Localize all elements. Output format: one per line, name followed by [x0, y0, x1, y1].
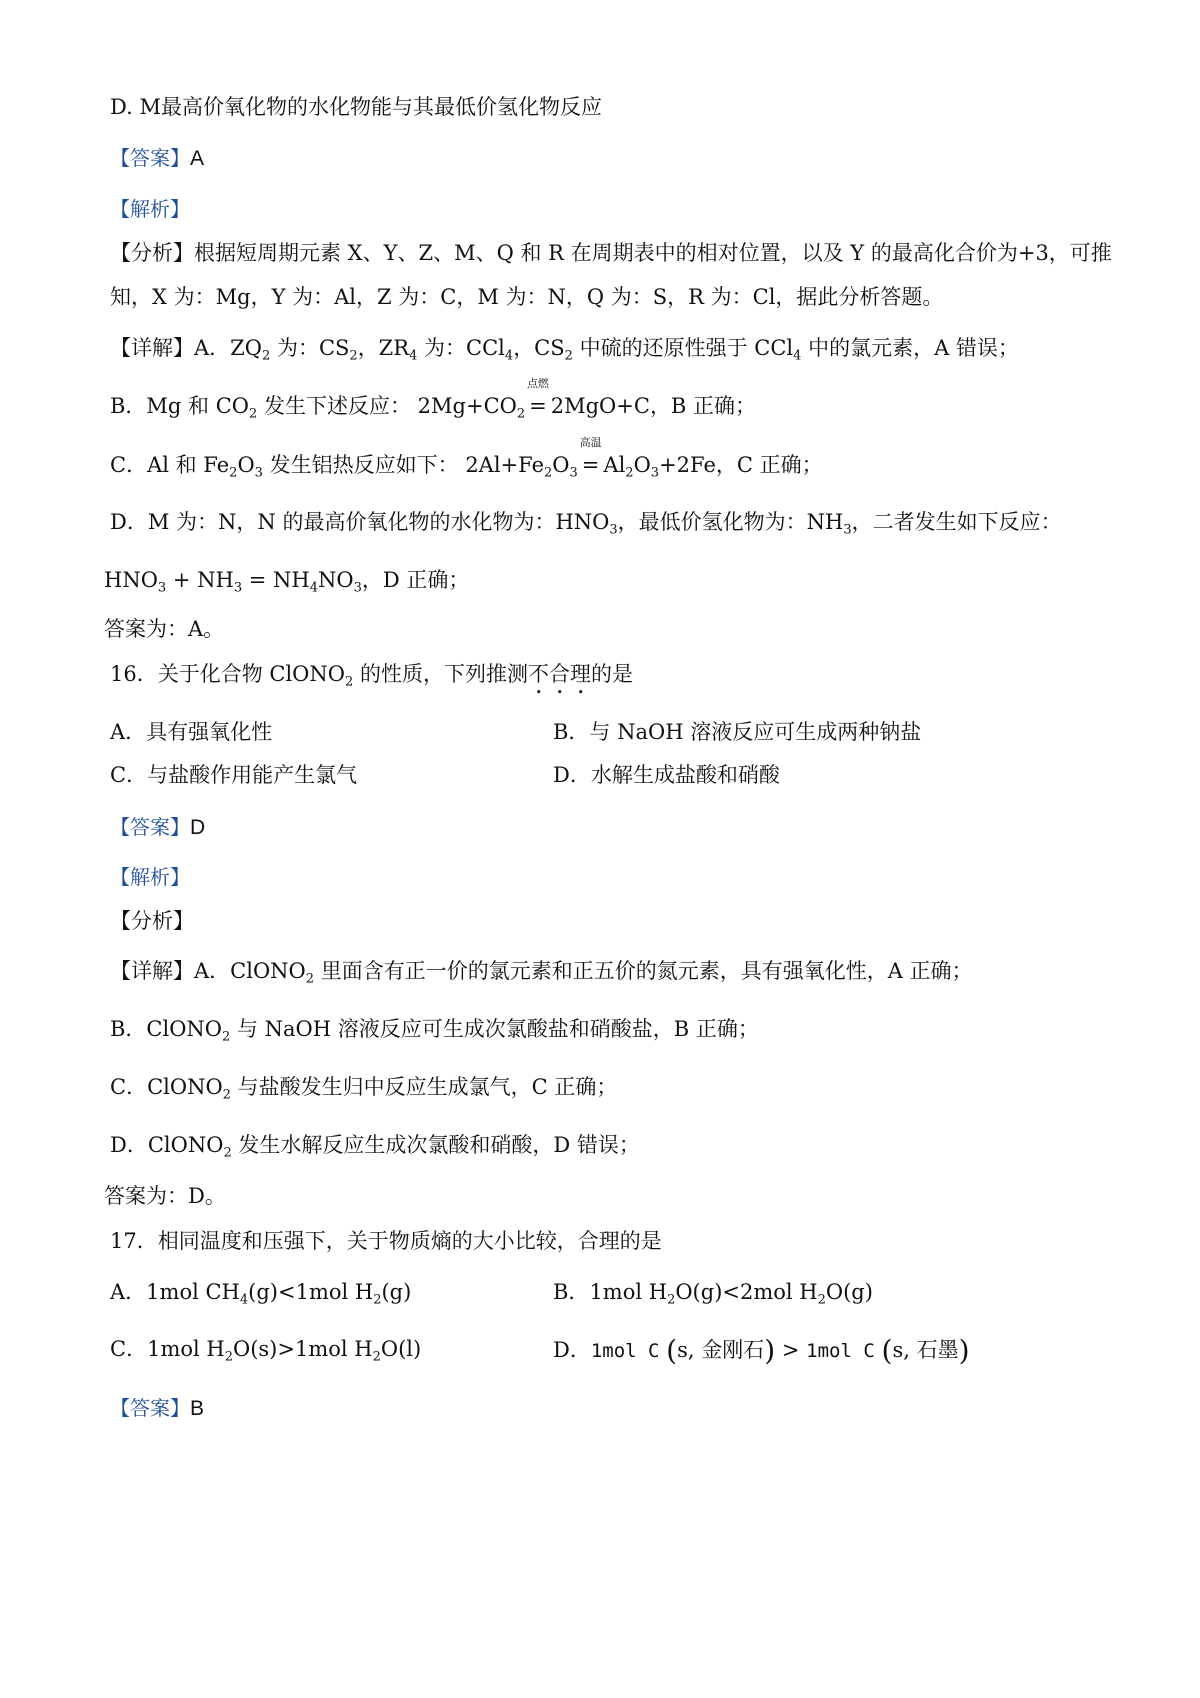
condition-ignite: 点燃	[526, 377, 549, 390]
q16-conclusion: 答案为：D。	[104, 1184, 226, 1208]
q15-detail-a: 【详解】A．$ZQ_2$ 为：$CS_2$，$ZR_4$ 为：CCl$_4$，$CS_2$ 中硫的还原性强于 CCl$_4$ 中的氯元素，A 错误；	[110, 336, 1019, 364]
q16-option-d: D．水解生成盐酸和硝酸	[553, 763, 780, 787]
q16-detail-a: 【详解】A．ClONO$_2$ 里面含有正一价的氯元素和正五价的氮元素，具有强氧化性，A 正确；	[110, 959, 973, 987]
emphasis-not-reasonable: 不合理	[527, 662, 591, 686]
q17-answer: 【答案】B	[110, 1396, 205, 1420]
q16-analysis-heading: 【解析】	[110, 865, 190, 889]
q16-detail-b: B．ClONO$_2$ 与 NaOH 溶液反应可生成次氯酸盐和硝酸盐，B 正确；	[110, 1017, 759, 1045]
q17-option-d: D．1mol C (s, 金刚石) > 1mol C (s, 石墨)	[553, 1334, 970, 1367]
q16-stem: 16．关于化合物 ClONO$_2$ 的性质，下列推测不合理的是	[110, 662, 633, 690]
q16-answer: 【答案】D	[110, 815, 206, 839]
q15-answer: 【答案】A	[110, 146, 205, 170]
q15-detail-c: C．Al 和 $Fe_2O_3$ 发生铝热反应如下： $2Al+Fe_2O_3$ 高温 = $Al_2O_3+2Fe$，C 正确；	[110, 436, 823, 481]
q16-option-c: C．与盐酸作用能产生氯气	[110, 763, 358, 787]
q16-detail-c: C．ClONO$_2$ 与盐酸发生归中反应生成氯气，C 正确；	[110, 1075, 618, 1103]
q15-option-d: D. M最高价氧化物的水化物能与其最低价氢化物反应	[110, 95, 602, 119]
q17-option-a: A．1mol $CH_4(g)<1mol$ $H_2(g)$	[110, 1280, 412, 1308]
q15-fenxi-line-2: 知，X 为：Mg，Y 为：Al，Z 为：C，M 为：N，Q 为：S，R 为：Cl，据此分析答题。	[110, 285, 944, 309]
condition-high-temp: 高温	[579, 436, 602, 449]
q16-option-a: A．具有强氧化性	[110, 720, 273, 744]
q15-detail-b: B．Mg 和 $CO_2$ 发生下述反应： $2Mg+CO_2$ 点燃 = 2MgO+C，B 正确；	[110, 377, 757, 422]
q17-option-c: C．1mol $H_2O(s)>1mol$ $H_2O(l)$	[110, 1337, 422, 1365]
q15-detail-d: D．M 为：N，N 的最高价氧化物的水化物为：$HNO_3$，最低价氢化物为：$NH_3$，二者发生如下反应：	[110, 510, 1062, 538]
q15-analysis-heading: 【解析】	[110, 197, 190, 221]
q15-conclusion: 答案为：A。	[104, 617, 225, 641]
q16-option-b: B．与 NaOH 溶液反应可生成两种钠盐	[553, 720, 922, 744]
q15-detail-d-equation: $HNO_3 + NH_3 = NH_4NO_3$，D 正确；	[104, 568, 470, 596]
q17-option-b: B．1mol $H_2O(g)<2mol$ $H_2O(g)$	[553, 1280, 873, 1308]
equation-thermite: $2Al+Fe_2O_3$ 高温 = $Al_2O_3+2Fe$	[465, 436, 716, 481]
equation-mg-co2: $2Mg+CO_2$ 点燃 = 2MgO+C	[417, 377, 650, 422]
q17-stem: 17．相同温度和压强下，关于物质熵的大小比较，合理的是	[110, 1229, 662, 1253]
q16-fenxi-heading: 【分析】	[110, 909, 194, 933]
q16-detail-d: D．ClONO$_2$ 发生水解反应生成次氯酸和硝酸，D 错误；	[110, 1133, 640, 1161]
q15-fenxi-line-1: 【分析】根据短周期元素 X、Y、Z、M、Q 和 R 在周期表中的相对位置，以及 Y 的最高化合价为+3，可推	[110, 241, 1112, 265]
